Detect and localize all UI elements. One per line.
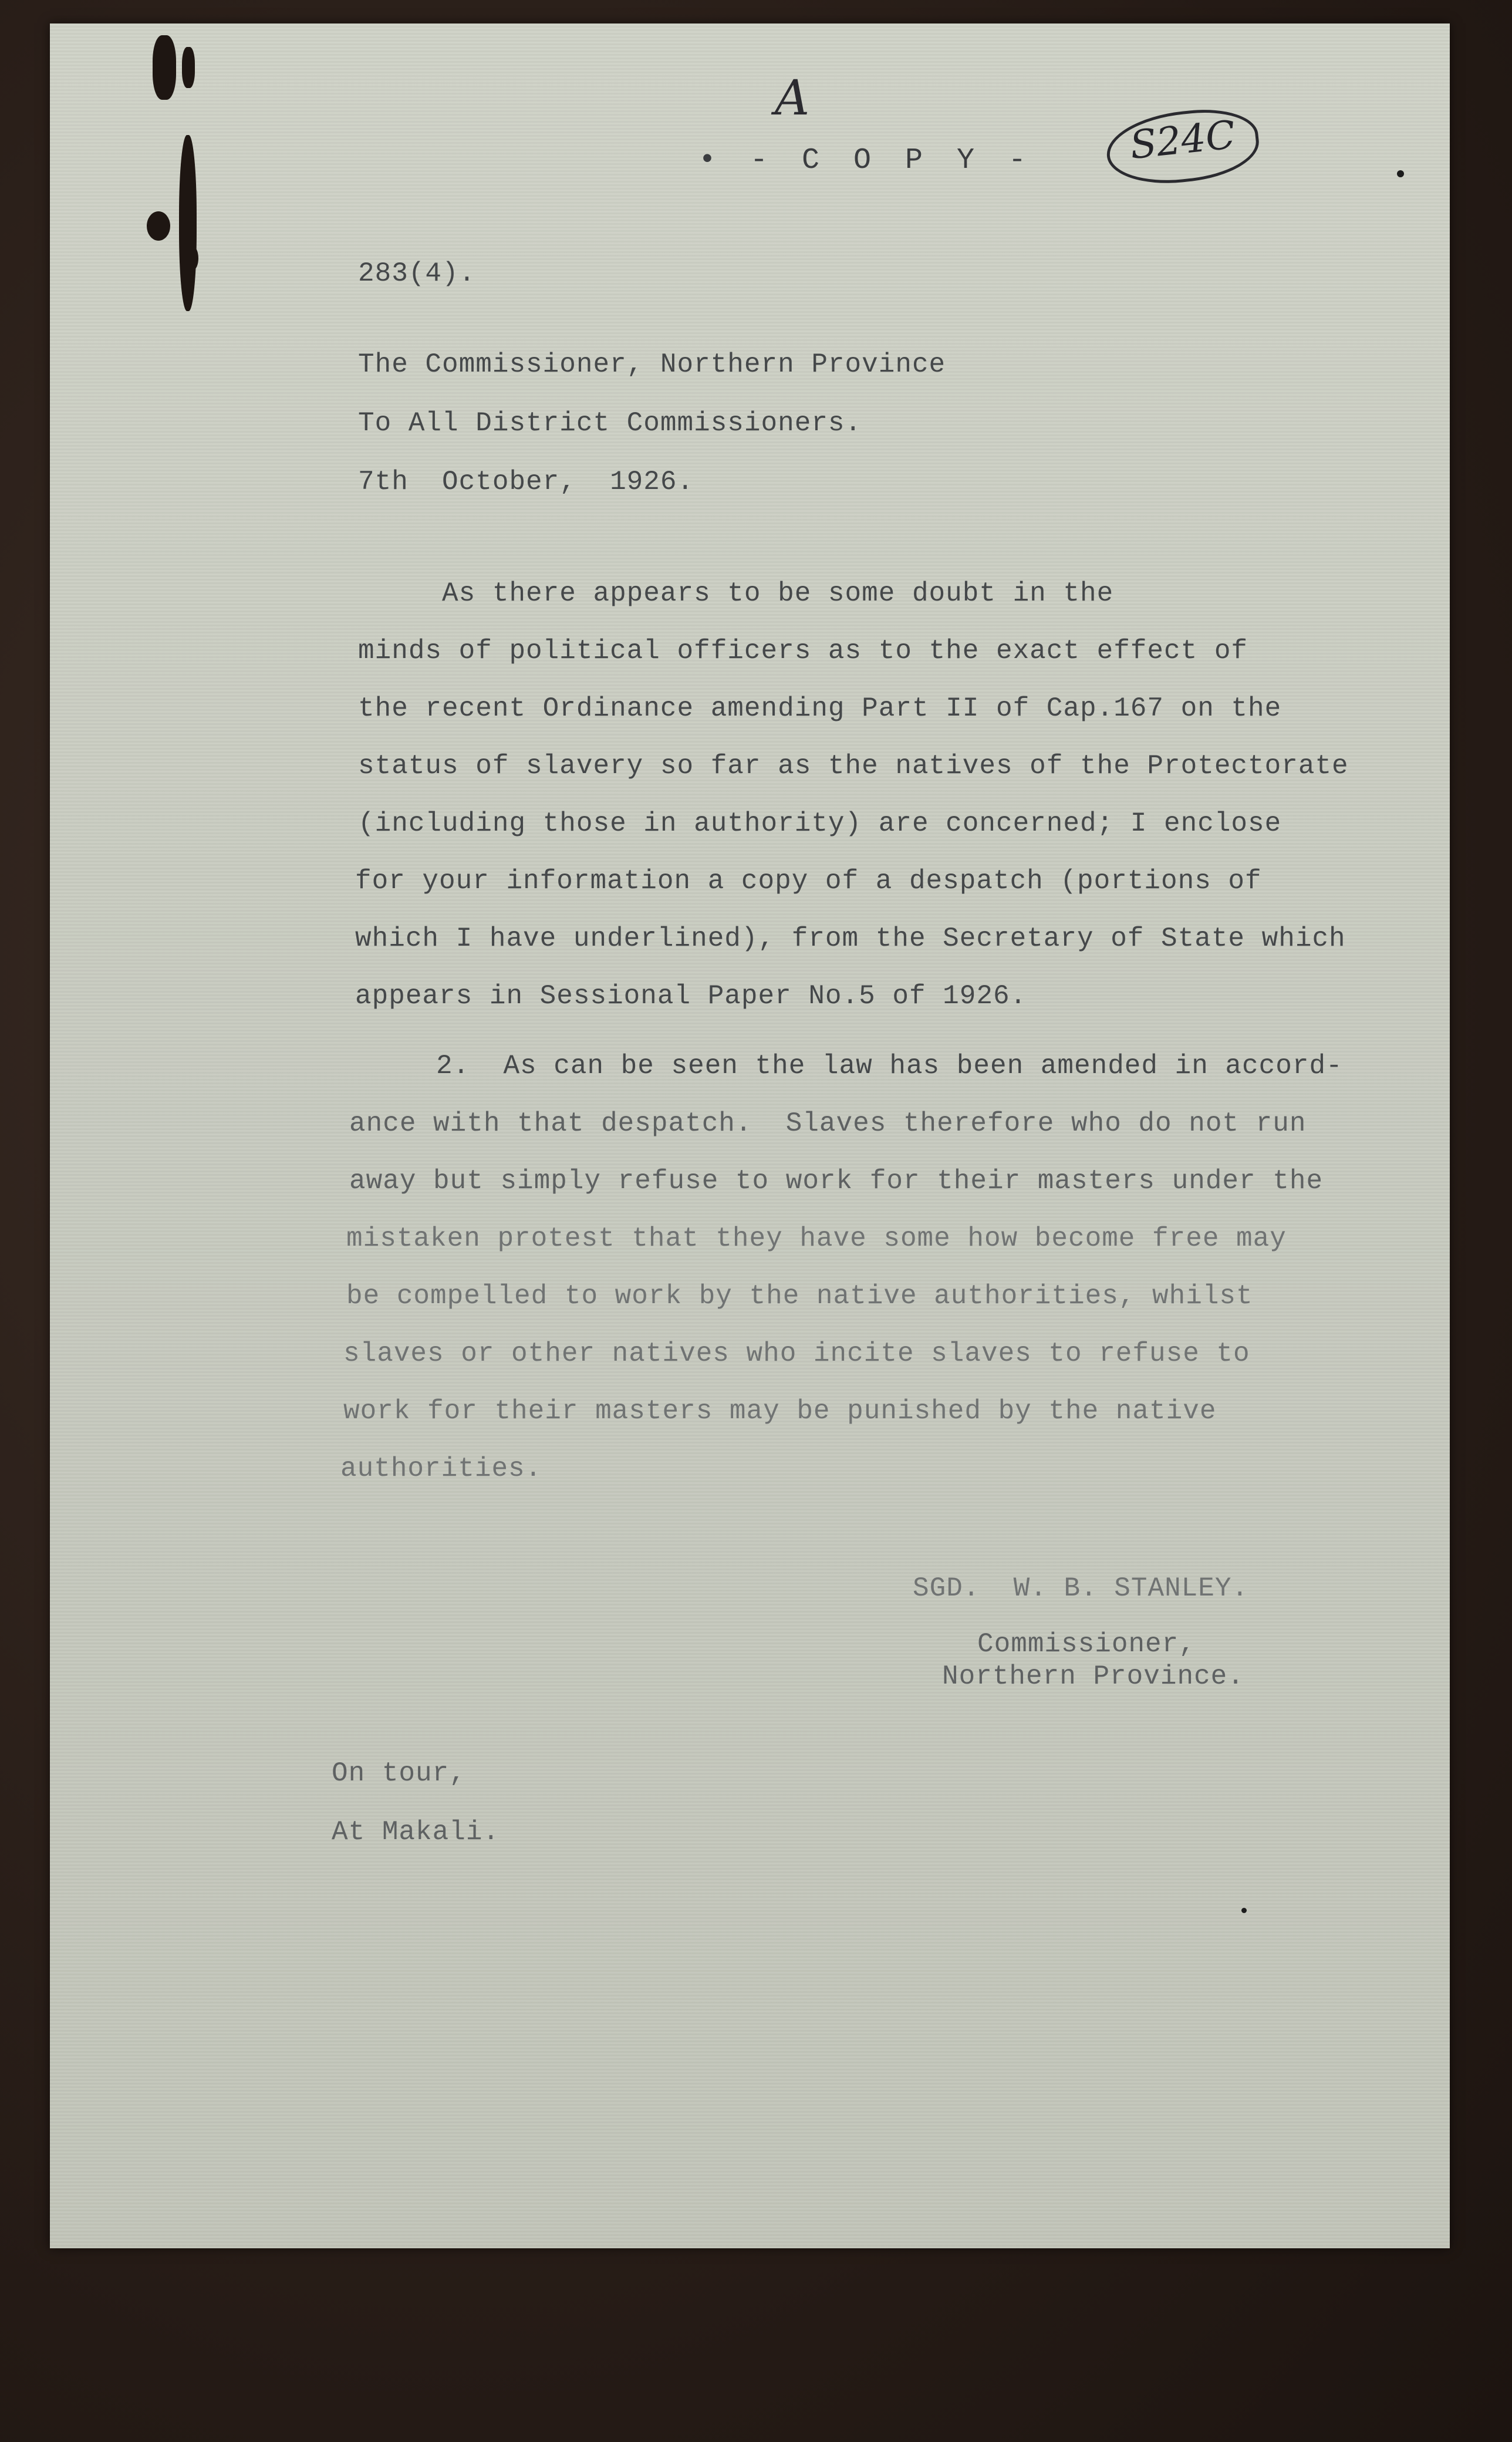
- ink-stain: [182, 47, 195, 88]
- document-sheet: [50, 23, 1450, 2248]
- sender-line: The Commissioner, Northern Province: [358, 349, 946, 380]
- paragraph-1-line: (including those in authority) are concerned; I enclose: [358, 808, 1282, 839]
- paragraph-2-line: away but simply refuse to work for their masters under the: [349, 1166, 1324, 1196]
- paragraph-1-line: appears in Sessional Paper No.5 of 1926.: [355, 981, 1027, 1011]
- ink-stain: [179, 135, 197, 311]
- paragraph-2-line: authorities.: [340, 1453, 542, 1484]
- recipient-line: To All District Commissioners.: [358, 408, 862, 439]
- place-line: On tour,: [332, 1758, 466, 1789]
- paragraph-1-line: minds of political officers as to the exact effect of: [358, 636, 1248, 666]
- paragraph-2-line: ance with that despatch. Slaves therefore who do not run: [349, 1108, 1307, 1139]
- ink-stain: [147, 211, 170, 241]
- paragraph-2-line: work for their masters may be punished by the native: [343, 1396, 1217, 1426]
- paragraph-1-line: the recent Ordinance amending Part II of Cap.167 on the: [358, 693, 1282, 724]
- paragraph-1-line: As there appears to be some doubt in the: [358, 578, 1114, 609]
- copy-heading: • - C O P Y -: [698, 144, 1035, 177]
- paragraph-2-line: mistaken protest that they have some how become free may: [346, 1223, 1287, 1254]
- ink-dot: [1241, 1908, 1247, 1913]
- margin-mark: A: [775, 70, 810, 126]
- paragraph-1-line: status of slavery so far as the natives of the Protectorate: [358, 751, 1349, 781]
- paragraph-2-line: 2. As can be seen the law has been amended in accord-: [352, 1051, 1343, 1081]
- ink-stain: [153, 35, 176, 100]
- place-line: At Makali.: [332, 1817, 500, 1847]
- ink-stain: [188, 247, 198, 270]
- signature-line: SGD. W. B. STANLEY.: [913, 1573, 1249, 1604]
- signature-title: Northern Province.: [942, 1661, 1244, 1692]
- reference-number: 283(4).: [358, 258, 476, 289]
- ink-dot: [1397, 170, 1404, 177]
- paragraph-2-line: be compelled to work by the native authorities, whilst: [346, 1281, 1253, 1311]
- folio-note: S24C: [1128, 112, 1238, 168]
- paragraph-2-line: slaves or other natives who incite slaves to refuse to: [343, 1338, 1250, 1369]
- paragraph-1-line: which I have underlined), from the Secretary of State which: [355, 923, 1346, 954]
- date-line: 7th October, 1926.: [358, 467, 694, 497]
- signature-title: Commissioner,: [977, 1629, 1196, 1660]
- paragraph-1-line: for your information a copy of a despatch (portions of: [355, 866, 1262, 896]
